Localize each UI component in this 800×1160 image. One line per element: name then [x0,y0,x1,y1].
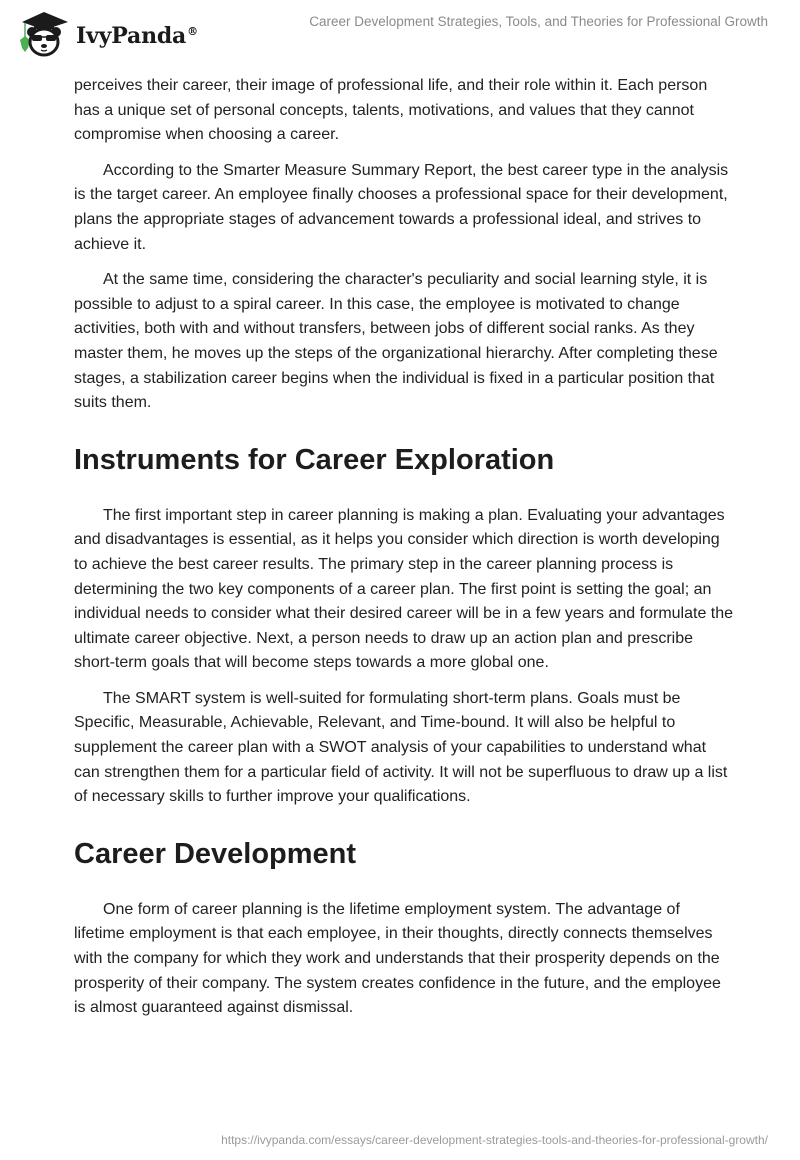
panda-graduate-icon [16,8,72,58]
paragraph: According to the Smarter Measure Summary Report, the best career type in the analysis is the target career. An employee finally chooses a professional space for their development, plans the appropriate stages of advancement towards a professional ideal, and strives to achieve it. [74,161,729,253]
section-heading: Instruments for Career Exploration [74,443,555,476]
section-heading: Career Development [74,837,357,870]
paragraph: perceives their career, their image of professional life, and their role within it. Each person has a unique set of personal concepts, talents, motivations, and values that they cannot compromise when choosing a career. [74,77,708,144]
source-url[interactable]: https://ivypanda.com/essays/career-development-strategies-tools-and-theories-for-professional-growth/ [221,1133,768,1147]
brand-name: IvyPanda® [76,23,198,49]
ivypanda-logo[interactable] [16,8,198,58]
essay-body [74,74,734,1032]
paragraph: At the same time, considering the character's peculiarity and social learning style, it is possible to adjust to a spiral career. In this case, the employee is motivated to change activities, both with and without transfers, between jobs of different social ranks. As they master them, he moves up the steps of the organizational hierarchy. After completing these stages, a stabilization career begins when the individual is fixed in a particular position that suits them. [74,271,718,412]
page-header [0,0,800,60]
document-title: Career Development Strategies, Tools, and Theories for Professional Growth [309,14,768,29]
paragraph: One form of career planning is the lifetime employment system. The advantage of lifetime employment is that each employee, in their thoughts, directly connects themselves with the company for which they work and understands that their prosperity depends on the prosperity of their company. The system creates confidence in the future, and the employee is almost guaranteed against dismissal. [74,900,721,1017]
paragraph: The SMART system is well-suited for formulating short-term plans. Goals must be Specific, Measurable, Achievable, Relevant, and Time-bound. It will also be helpful to supplement the career plan with a SWOT analysis of your capabilities to understand what can strengthen them for a particular field of activity. It will not be superfluous to draw up a list of necessary skills to further improve your qualifications. [74,689,728,806]
paragraph: The first important step in career planning is making a plan. Evaluating your advantages and disadvantages is essential, as it helps you consider which direction is worth developing to achieve the best career results. The primary step in the career planning process is determining the two key components of a career plan. The first point is setting the goal; an individual needs to consider what their desired career will be in a few years and formulate the ultimate career objective. Next, a person needs to draw up an action plan and prescribe short-term goals that will become steps towards a more global one. [74,506,734,672]
